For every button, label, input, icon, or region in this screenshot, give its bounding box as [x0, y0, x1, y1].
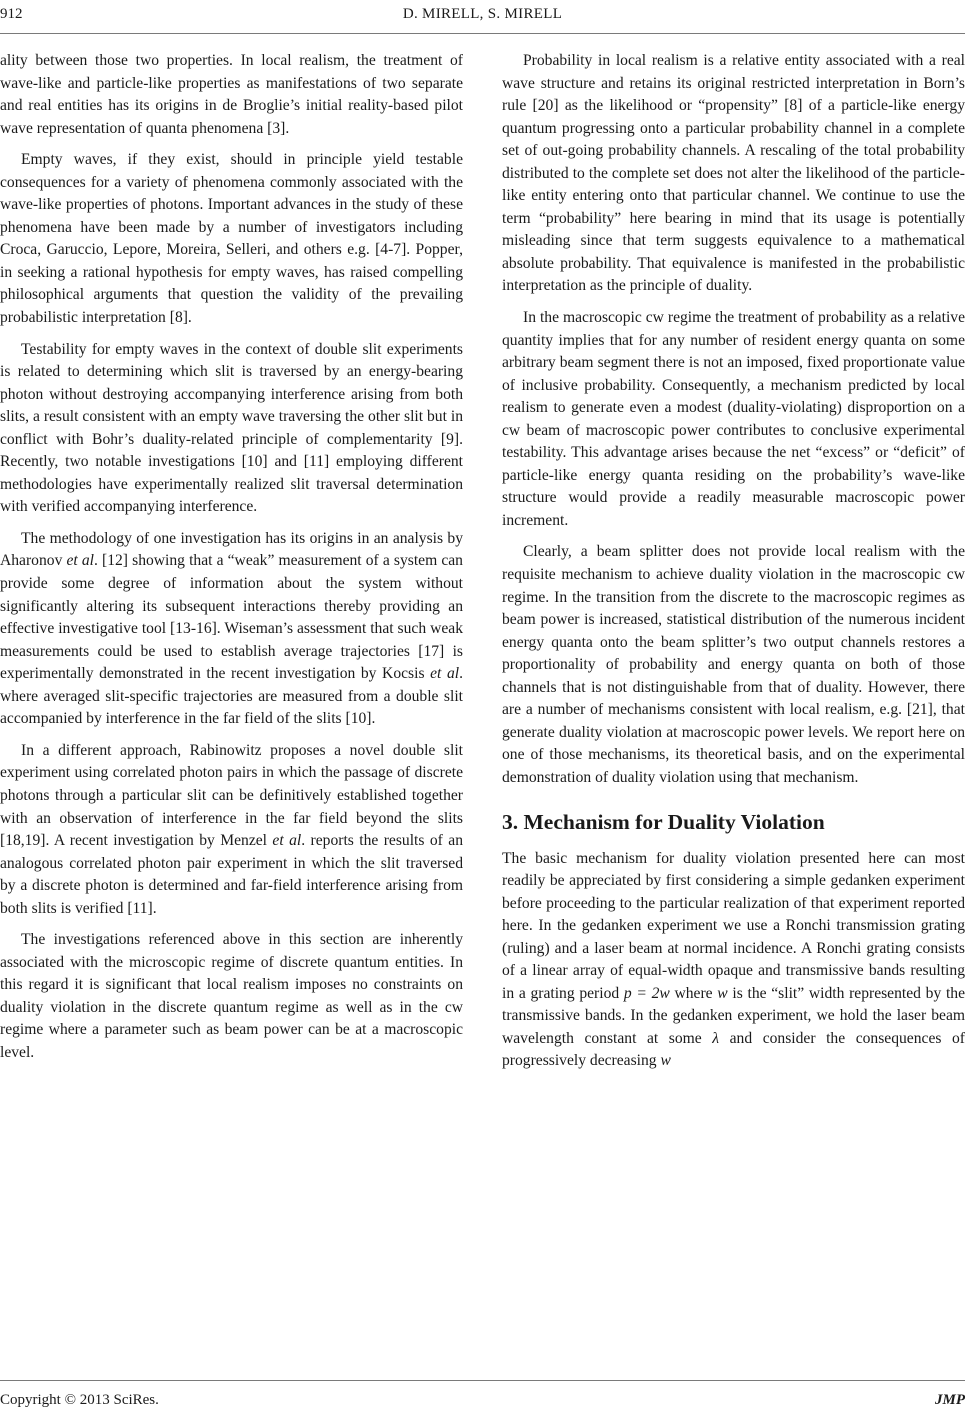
section-heading: 3. Mechanism for Duality Violation — [502, 809, 825, 834]
emphasis: et al — [430, 665, 460, 683]
left-column — [0, 50, 463, 1074]
page-number: 912 — [0, 6, 23, 22]
right-column — [502, 50, 965, 1082]
emphasis: et al — [272, 832, 302, 850]
running-header — [0, 0, 965, 28]
paragraph: Probability in local realism is a relative entity associated with a real wave structure and retains its original restricted interpretation in Born’s rule [20] as the likelihood or “propensity” [8] of a particle-like energy quantum progressing onto a particular probability channel in a complete set of out-going probability channels. A rescaling of the total probability distributed to the complete set does not alter the likelihood of the particle-like entity entering onto that particular channel. We continue to use the term “probability” here bearing in mind that its usage is potentially misleading since that term suggests equivalence to a mathematical absolute probability. That equivalence is manifested in the probabilistic interpretation as the principle of duality. — [502, 52, 965, 295]
paragraph: In a different approach, Rabinowitz proposes a novel double slit experiment using correlated photon pairs in which the passage of discrete photons through a particular slit can be definitively established together with an observation of interference in the far field beyond the slits [18,19]. A recent investigation by Menzel et al. reports the results of an analogous correlated photon pair experiment in which the slit traversed by a discrete photon is determined and far-field interference arising from both slits is verified [11]. — [0, 741, 463, 917]
paragraph: Empty waves, if they exist, should in principle yield testable consequences for a variety of phenomena commonly associated with the wave-like properties of photons. Important advances in the study of these phenomena have been made by a number of investigators including Croca, Garuccio, Lepore, Moreira, Selleri, and others e.g. [4-7]. Popper, in seeking a rational hypothesis for empty waves, has raised compelling philosophical arguments that question the validity of the prevailing probabilistic interpretation [8]. — [0, 151, 463, 327]
paragraph: In the macroscopic cw regime the treatment of probability as a relative quantity implies that for any number of resident energy quanta on some arbitrary beam segment there is not an imposed, fixed proportionate value of inclusive probability. Consequently, a mechanism predicted by local realism to generate even a modest (duality-violating) disproportion on a cw beam of macroscopic power contributes to conclusive experimental testability. This advantage arises because the net “excess” or “deficit” of particle-like energy quanta residing on the probability’s wave-like structure would provide a readily measurable macroscopic power increment. — [502, 309, 965, 529]
page-footer — [0, 1392, 965, 1412]
paragraph: The methodology of one investigation has its origins in an analysis by Aharonov et al. [12] showing that a “weak” measurement of a system can provide some degree of information about the system without significantly altering its subsequent interactions thereby providing an effective investigative tool [13-16]. Wiseman’s assessment that such weak measurements could be used to establish average trajectories [17] is experimentally demonstrated in the recent investigation by Kocsis et al. where averaged slit-specific trajectories are measured from a double slit accompanied by interference in the far field of the slits [10]. — [0, 529, 463, 728]
running-authors: D. MIRELL, S. MIRELL — [402, 6, 563, 22]
inline-equation: p = 2w — [623, 984, 670, 1002]
journal-abbreviation: JMP — [935, 1392, 965, 1408]
paragraph: Clearly, a beam splitter does not provide local realism with the requisite mechanism to achieve duality violation in the macroscopic cw regime. In the transition from the discrete to the macroscopic regimes as beam power is increased, statistical distribution of the numerous incident energy quanta onto the beam splitter’s two output channels restores a proportionality of probability and energy quanta on both of those channels that is not distinguishable from that of duality. However, there are a number of mechanisms consistent with local realism, e.g. [21], that generate duality violation at macroscopic power levels. We report here on one of those mechanisms, its theoretical basis, and on the experimental demonstration of duality violation using that mechanism. — [502, 543, 965, 786]
paragraph: ality between those two properties. In local realism, the treatment of wave-like and particle-like properties as manifestations of two separate and real entities has its origins in de Broglie’s initial reality-based pilot wave representation of quanta phenomena [3]. — [0, 52, 463, 137]
paragraph: The basic mechanism for duality violation presented here can most readily be appreciated by first considering a simple gedanken experiment before proceeding to the particular realization of that experiment reported here. In the gedanken experiment we use a Ronchi transmission grating (ruling) and a laser beam at normal incidence. A Ronchi grating consists of a linear array of equal-width opaque and transmissive bands resulting in a grating period p = 2w where w is the “slit” width represented by the transmissive bands. In the gedanken experiment, we hold the laser beam wavelength constant at some λ and consider the consequences of progressively decreasing w — [502, 849, 965, 1070]
emphasis: et al — [66, 552, 94, 570]
paragraph: Testability for empty waves in the context of double slit experiments is related to determining which slit is traversed by an energy-bearing photon without destroying accompanying interference arising from both slits, a result consistent with an empty wave traversing the other slit but in conflict with Bohr’s duality-related principle of complementarity [9]. Recently, two notable investigations [10] and [11] employing different methodologies have experimentally realized slit traversal determination with verified accompanying interference. — [0, 340, 463, 516]
header-divider — [0, 33, 965, 34]
copyright-notice: Copyright © 2013 SciRes. — [0, 1392, 159, 1408]
footer-divider — [0, 1380, 965, 1381]
paragraph: The investigations referenced above in this section are inherently associated with the microscopic regime of discrete quantum entities. In this regard it is significant that local realism imposes no constraints on duality violation in the discrete quantum regime as well as in the cw regime where a parameter such as beam power can be at a macroscopic level. — [0, 931, 463, 1061]
